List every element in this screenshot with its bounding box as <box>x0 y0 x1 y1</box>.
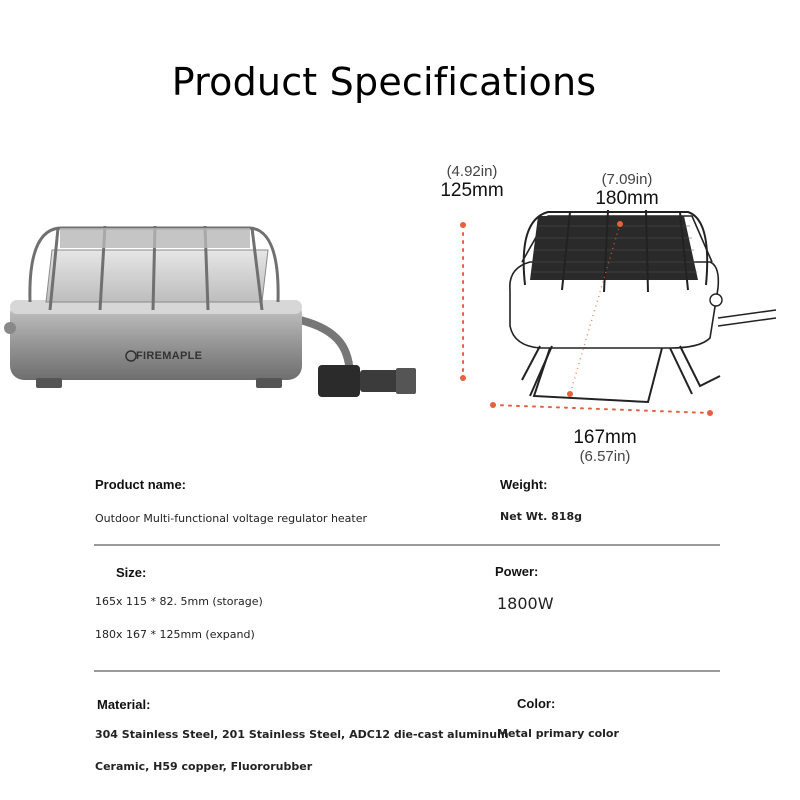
depth-inches: (6.57in) <box>579 447 631 465</box>
color-value: Metal primary color <box>497 727 619 740</box>
weight-label: Weight: <box>500 477 548 492</box>
product-photo <box>0 210 430 410</box>
color-label: Color: <box>517 696 556 711</box>
divider-1 <box>94 544 720 546</box>
material-value-1: 304 Stainless Steel, 201 Stainless Steel, ADC12 die-cast aluminum <box>95 728 509 741</box>
page-title: Product Specifications <box>171 60 597 104</box>
power-label: Power: <box>495 564 539 579</box>
size-value-expand: 180x 167 * 125mm (expand) <box>95 628 255 641</box>
size-label: Size: <box>116 565 147 580</box>
weight-value: Net Wt. 818g <box>500 510 582 523</box>
power-value: 1800W <box>497 594 554 613</box>
material-label: Material: <box>97 697 151 712</box>
depth-dimension <box>565 428 645 465</box>
divider-2 <box>94 670 720 672</box>
width-dimension <box>587 172 667 209</box>
product-name-label: Product name: <box>95 477 187 492</box>
height-mm: 125mm <box>440 179 504 201</box>
size-value-storage: 165x 115 * 82. 5mm (storage) <box>95 595 263 608</box>
material-value-2: Ceramic, H59 copper, Fluororubber <box>95 760 313 773</box>
width-inches: (7.09in) <box>601 171 653 188</box>
depth-mm: 167mm <box>573 427 637 448</box>
height-dimension <box>432 164 512 201</box>
height-inches: (4.92in) <box>446 163 498 180</box>
brand-logo-text: FIREMAPLE <box>136 350 203 362</box>
width-mm: 180mm <box>595 187 659 209</box>
product-name-value: Outdoor Multi-functional voltage regulator heater <box>95 512 368 525</box>
